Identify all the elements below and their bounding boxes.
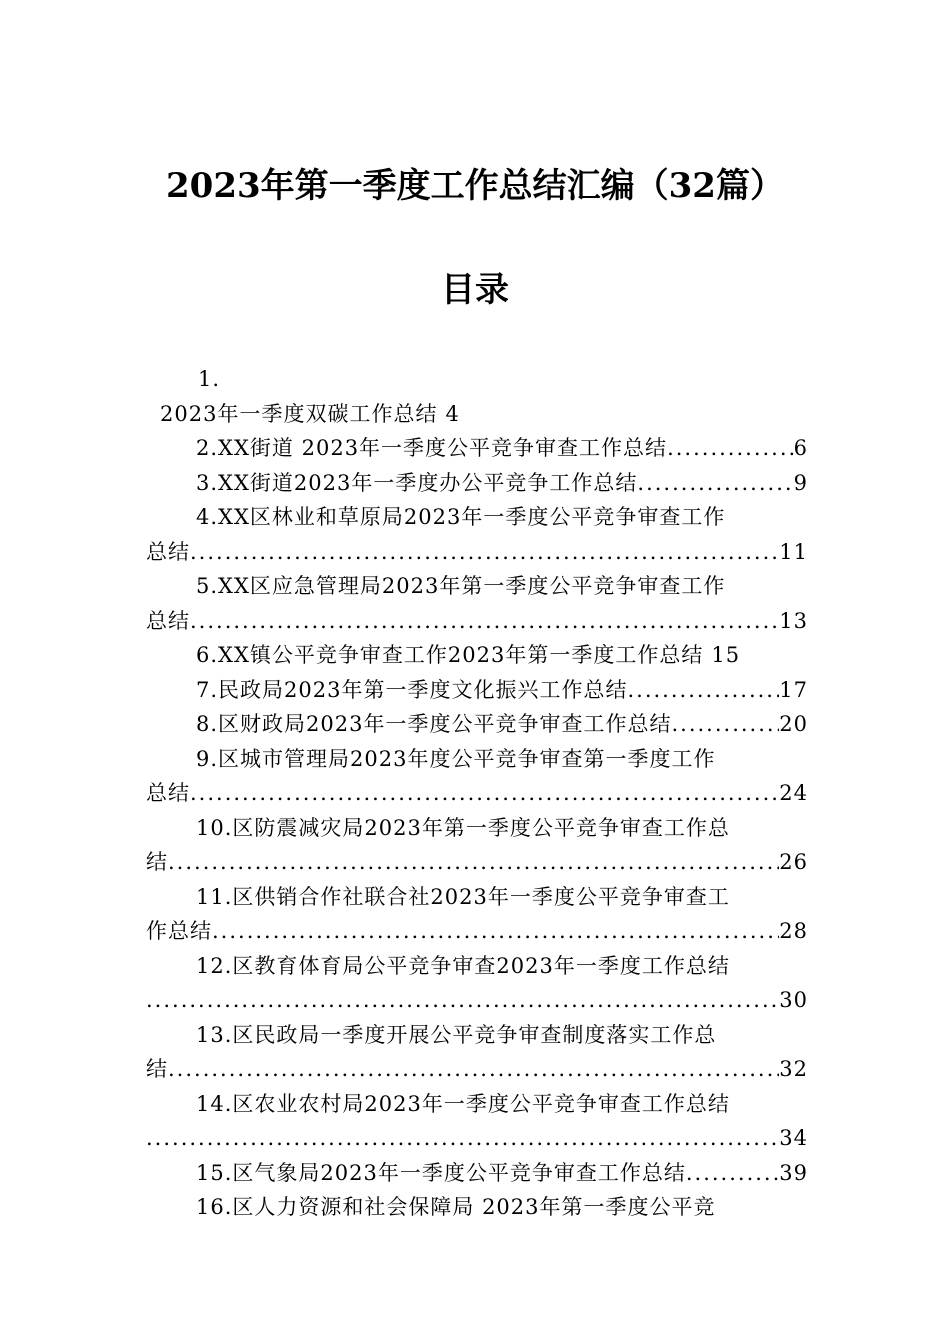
toc-heading: 目录: [441, 270, 509, 310]
toc-entry-text-cont: 总结: [146, 781, 190, 805]
toc-entry-page: 13: [779, 608, 808, 633]
toc-entry-5-continuation[interactable]: [146, 604, 808, 639]
toc-entry-page: 11: [779, 539, 808, 564]
dot-leader: [190, 776, 779, 811]
dot-leader: [190, 604, 779, 639]
dot-leader: [190, 535, 779, 570]
toc-entry-text-cont: 结: [146, 850, 168, 874]
toc-entry-page: 6: [793, 436, 808, 460]
toc-entry-page: 20: [779, 712, 808, 736]
toc-entry-14[interactable]: [146, 1087, 808, 1122]
toc-entry-page: 39: [779, 1160, 808, 1185]
toc-entry-page: 4: [445, 401, 460, 426]
toc-entry-15[interactable]: [146, 1156, 808, 1191]
dot-leader: [667, 431, 794, 466]
toc-entry-12[interactable]: [146, 949, 808, 984]
document-title: 2023年第一季度工作总结汇编（32篇）: [166, 166, 784, 206]
toc-entry-7[interactable]: [146, 673, 808, 708]
table-of-contents: [146, 362, 808, 1225]
toc-entry-16[interactable]: [146, 1190, 808, 1225]
dot-leader: [637, 466, 793, 501]
dot-leader: [671, 707, 779, 742]
toc-entry-text: 14.区农业农村局2023年一季度公平竞争审查工作总结: [196, 1091, 730, 1116]
toc-entry-4[interactable]: [146, 500, 808, 535]
toc-entry-text: 6.XX镇公平竞争审查工作2023年第一季度工作总结: [196, 643, 704, 667]
toc-entry-number: 1.: [198, 367, 221, 391]
toc-entry-text: 2.XX街道 2023年一季度公平竞争审查工作总结: [196, 436, 668, 460]
toc-entry-10[interactable]: [146, 811, 808, 846]
toc-entry-page: 17: [779, 677, 808, 702]
toc-entry-1-number-line[interactable]: [146, 362, 808, 397]
toc-entry-9[interactable]: [146, 742, 808, 777]
dot-leader: [168, 845, 779, 880]
toc-entry-text-cont: 总结: [146, 539, 190, 564]
toc-entry-1[interactable]: [146, 397, 808, 432]
toc-entry-text-cont: 总结: [146, 608, 190, 633]
toc-entry-page: 9: [793, 470, 808, 495]
dot-leader: [168, 1052, 779, 1087]
dot-leader: [627, 673, 779, 708]
toc-entry-2[interactable]: [146, 431, 808, 466]
toc-entry-text: 15.区气象局2023年一季度公平竞争审查工作总结: [196, 1160, 686, 1185]
toc-entry-text: 13.区民政局一季度开展公平竞争审查制度落实工作总: [196, 1022, 717, 1047]
dot-leader: [212, 914, 779, 949]
toc-entry-text-cont: 作总结: [146, 919, 212, 943]
toc-entry-4-continuation[interactable]: [146, 535, 808, 570]
toc-entry-page: 24: [779, 781, 808, 805]
toc-entry-3[interactable]: [146, 466, 808, 501]
toc-entry-text: 12.区教育体育局公平竞争审查2023年一季度工作总结: [196, 953, 730, 978]
toc-entry-text-cont: 结: [146, 1057, 168, 1081]
toc-entry-11[interactable]: [146, 880, 808, 915]
toc-entry-text: 9.区城市管理局2023年度公平竞争审查第一季度工作: [196, 746, 716, 771]
toc-entry-9-continuation[interactable]: [146, 776, 808, 811]
toc-entry-text: 11.区供销合作社联合社2023年一季度公平竞争审查工: [196, 884, 730, 909]
dot-leader: [146, 1121, 779, 1156]
dot-leader: [686, 1156, 779, 1191]
toc-entry-page: 34: [779, 1126, 808, 1150]
toc-entry-14-continuation[interactable]: [146, 1121, 808, 1156]
toc-entry-text: 10.区防震减灾局2023年第一季度公平竞争审查工作总: [196, 815, 730, 840]
toc-entry-text: 3.XX街道2023年一季度办公平竞争工作总结: [196, 470, 638, 495]
toc-entry-5[interactable]: [146, 569, 808, 604]
toc-entry-6[interactable]: [146, 638, 808, 673]
toc-entry-text: 7.民政局2023年第一季度文化振兴工作总结: [196, 677, 628, 702]
toc-entry-page: 15: [711, 643, 741, 667]
toc-entry-page: 28: [779, 919, 808, 943]
toc-entry-text: 16.区人力资源和社会保障局 2023年第一季度公平竞: [196, 1195, 716, 1219]
toc-entry-text: 5.XX区应急管理局2023年第一季度公平竞争审查工作: [196, 574, 726, 598]
toc-entry-page: 32: [779, 1057, 808, 1081]
toc-entry-text: 8.区财政局2023年一季度公平竞争审查工作总结: [196, 712, 672, 736]
dot-leader: [146, 983, 779, 1018]
toc-entry-text: 2023年一季度双碳工作总结: [160, 401, 438, 426]
toc-entry-13-continuation[interactable]: [146, 1052, 808, 1087]
toc-entry-11-continuation[interactable]: [146, 914, 808, 949]
toc-entry-12-continuation[interactable]: [146, 983, 808, 1018]
toc-entry-8[interactable]: [146, 707, 808, 742]
toc-entry-13[interactable]: [146, 1018, 808, 1053]
toc-entry-text: 4.XX区林业和草原局2023年一季度公平竞争审查工作: [196, 505, 726, 529]
toc-entry-page: 30: [779, 988, 808, 1012]
toc-entry-page: 26: [779, 850, 808, 874]
toc-entry-10-continuation[interactable]: [146, 845, 808, 880]
